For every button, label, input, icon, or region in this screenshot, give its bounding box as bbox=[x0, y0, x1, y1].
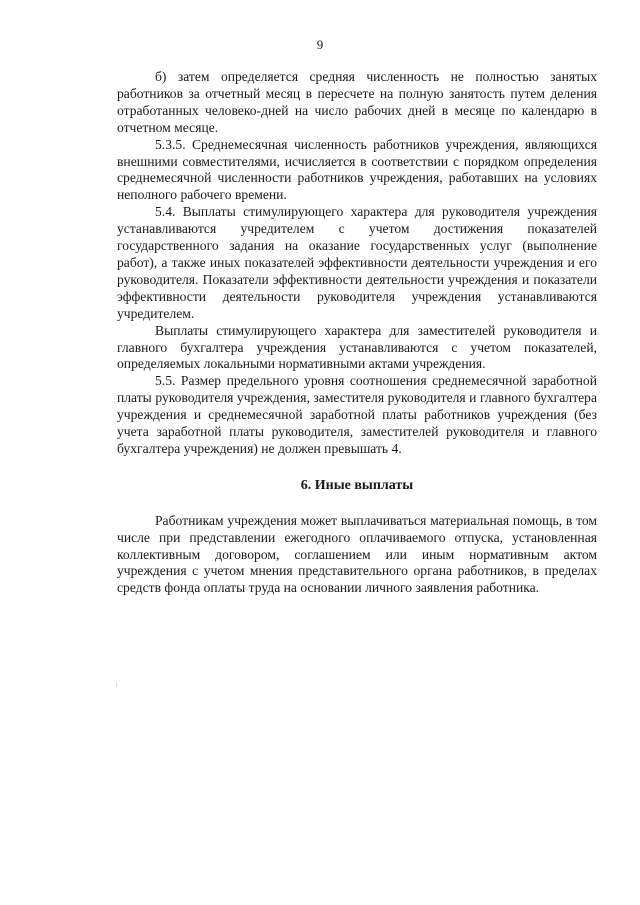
page-number: 9 bbox=[316, 37, 324, 52]
document-body bbox=[117, 69, 597, 597]
paragraph-5-5: 5.5. Размер предельного уровня соотношения среднемесячной заработной платы руководителя учреждения, заместителя руководителя и главного бухгалтера учреждения и среднемесячной заработной платы работников учреждения (без учета заработной платы руководителя, заместителей руководителя и главного бухгалтера учреждения) не должен превышать 4. bbox=[117, 373, 597, 456]
paragraph-5-4-deputies: Выплаты стимулирующего характера для заместителей руководителя и главного бухгалтера учреждения устанавливаются с учетом показателей, определяемых локальными нормативными актами учреждения. bbox=[117, 322, 597, 372]
paragraph-5-3-4-b: б) затем определяется средняя численность не полностью занятых работников за отчетный месяц в пересчете на полную занятость путем деления отработанных человеко-дней на число рабочих дней в месяце по календарю в отчетном месяце. bbox=[117, 69, 597, 135]
scan-artifact bbox=[116, 683, 117, 687]
paragraph-5-3-5: 5.3.5. Среднемесячная численность работников учреждения, являющихся внешними совместителями, исчисляется в соответствии с порядком определения среднемесячной численности работников учреждения, работавших на условиях неполного рабочего времени. bbox=[117, 136, 597, 203]
paragraph-5-4: 5.4. Выплаты стимулирующего характера для руководителя учреждения устанавливаются учредителем с учетом достижения показателей государственного задания на оказание государственных услуг (выполнение работ), а также иных показателей эффективности деятельности учреждения и его руководителя. Показатели эффективности деятельности учреждения и показатели эффективности деятельности руководителя учреждения устанавливаются учредителем. bbox=[117, 204, 597, 321]
paragraph-6: Работникам учреждения может выплачиваться материальная помощь, в том числе при представлении ежегодного оплачиваемого отпуска, установленная коллективным договором, соглашением или иным нормативным актом учреждения с учетом мнения представительного органа работников, в пределах средств фонда оплаты труда на основании личного заявления работника. bbox=[117, 512, 597, 596]
section-heading: 6. Иные выплаты bbox=[300, 477, 414, 493]
